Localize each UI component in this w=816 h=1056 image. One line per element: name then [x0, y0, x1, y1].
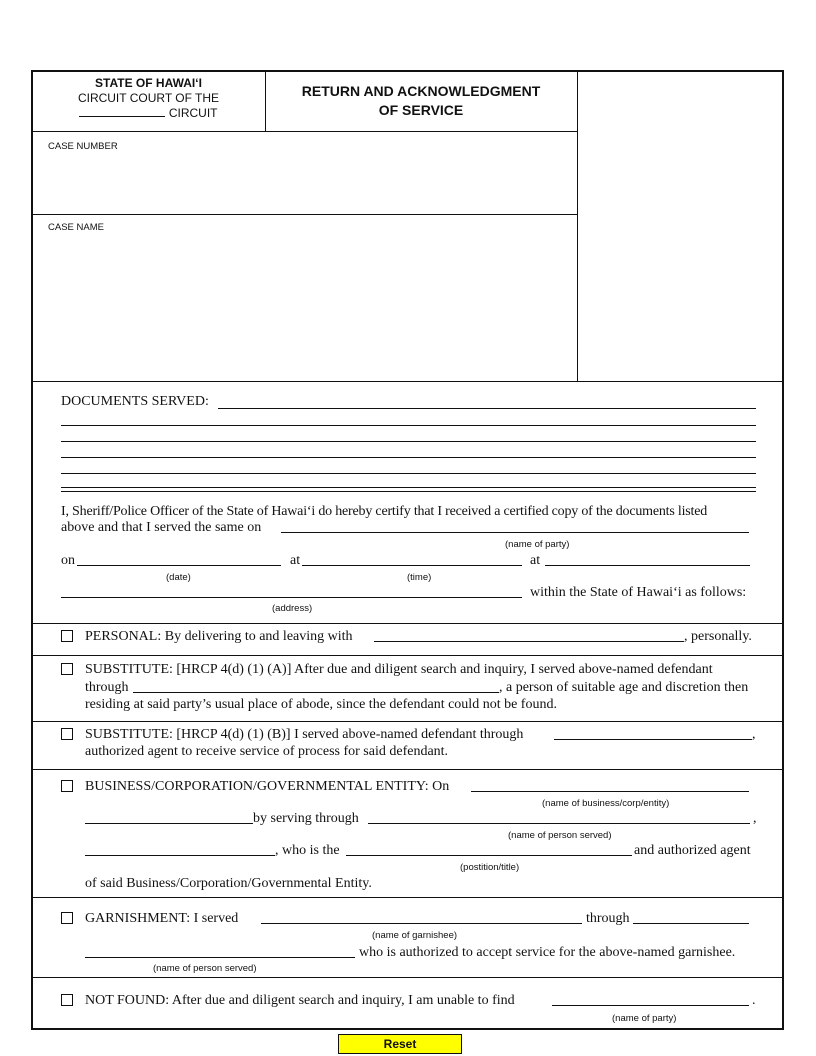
- substitute-a-through: through: [85, 680, 129, 695]
- at-label-1: at: [290, 553, 301, 568]
- business-title-field[interactable]: [346, 855, 632, 856]
- court-stamp-area: [584, 76, 778, 376]
- served-party-field[interactable]: [281, 532, 749, 533]
- substitute-b-checkbox[interactable]: [61, 728, 73, 740]
- case-number-field[interactable]: [40, 156, 570, 208]
- substitute-b-line-2: authorized agent to receive service of process for said defendant.: [85, 744, 449, 759]
- not-found-party-field[interactable]: [552, 1005, 749, 1006]
- case-name-label: CASE NAME: [48, 222, 104, 233]
- court-line: CIRCUIT COURT OF THE: [77, 91, 220, 105]
- garnishment-through: through: [586, 911, 630, 926]
- documents-line-4[interactable]: [61, 457, 756, 458]
- not-found-party-caption: (name of party): [612, 1013, 677, 1024]
- circuit-blank[interactable]: [79, 106, 165, 117]
- documents-double-rule-top: [61, 487, 756, 488]
- documents-line-1[interactable]: [218, 408, 756, 409]
- court-header: [32, 76, 265, 121]
- rule-not-found-top: [32, 977, 784, 978]
- rule-substitute-b-top: [32, 721, 784, 722]
- title-line-2: OF SERVICE: [378, 102, 464, 118]
- personal-text: PERSONAL: By delivering to and leaving with: [85, 629, 353, 644]
- garnishment-person-caption: (name of person served): [153, 963, 257, 974]
- certify-line-1: I, Sheriff/Police Officer of the State of Hawai‘i do hereby certify that I received a certified copy of the documents listed: [61, 504, 708, 519]
- business-agent-field[interactable]: [85, 855, 275, 856]
- personal-suffix: , personally.: [684, 629, 752, 644]
- not-found-period: .: [752, 993, 756, 1008]
- time-field[interactable]: [302, 565, 522, 566]
- address-field[interactable]: [61, 597, 522, 598]
- within-state-text: within the State of Hawai‘i as follows:: [530, 585, 747, 600]
- business-line-1: BUSINESS/CORPORATION/GOVERNMENTAL ENTITY: On: [85, 779, 450, 794]
- business-by-serving: by serving through: [253, 811, 359, 826]
- substitute-b-agent-field[interactable]: [554, 739, 752, 740]
- substitute-a-person-field[interactable]: [133, 692, 499, 693]
- rule-garnishment-top: [32, 897, 784, 898]
- reset-button[interactable]: Reset: [338, 1034, 462, 1054]
- substitute-b-comma: ,: [752, 727, 756, 742]
- not-found-checkbox[interactable]: [61, 994, 73, 1006]
- garnishment-checkbox[interactable]: [61, 912, 73, 924]
- business-date-field[interactable]: [85, 823, 253, 824]
- date-caption: (date): [166, 572, 191, 583]
- not-found-text: NOT FOUND: After due and diligent search and inquiry, I am unable to find: [85, 993, 515, 1008]
- garnishee-caption: (name of garnishee): [372, 930, 458, 941]
- circuit-line: [32, 106, 265, 121]
- circuit-label: CIRCUIT: [168, 106, 218, 120]
- documents-served-label: DOCUMENTS SERVED:: [61, 394, 209, 409]
- substitute-b-line-1: SUBSTITUTE: [HRCP 4(d) (1) (B)] I served above-named defendant through: [85, 727, 524, 742]
- substitute-a-checkbox[interactable]: [61, 663, 73, 675]
- substitute-a-line-2-suffix: , a person of suitable age and discretion then: [499, 680, 749, 695]
- business-who-is-the: , who is the: [275, 843, 340, 858]
- garnishment-through-field[interactable]: [633, 923, 749, 924]
- business-person-field[interactable]: [368, 823, 750, 824]
- business-comma: ,: [753, 811, 757, 826]
- case-section-bottom-rule: [32, 381, 784, 382]
- case-number-label: CASE NUMBER: [48, 141, 118, 152]
- garnishment-person-field[interactable]: [85, 957, 355, 958]
- address-caption: (address): [272, 603, 313, 614]
- business-entity-field[interactable]: [471, 791, 749, 792]
- rule-business-top: [32, 769, 784, 770]
- substitute-a-line-3: residing at said party’s usual place of abode, since the defendant could not be found.: [85, 697, 557, 712]
- certify-line-2: above and that I served the same on: [61, 520, 262, 535]
- right-column-divider: [577, 71, 578, 382]
- business-person-caption: (name of person served): [508, 830, 612, 841]
- date-field[interactable]: [77, 565, 281, 566]
- rule-personal-top: [32, 623, 784, 624]
- documents-line-3[interactable]: [61, 441, 756, 442]
- documents-double-rule-bottom: [61, 491, 756, 492]
- rule-substitute-a-top: [32, 655, 784, 656]
- title-line-1: RETURN AND ACKNOWLEDGMENT: [301, 83, 541, 99]
- location-field[interactable]: [545, 565, 750, 566]
- business-title-caption: (postition/title): [460, 862, 520, 873]
- documents-line-2[interactable]: [61, 425, 756, 426]
- garnishment-line-2-suffix: who is authorized to accept service for the above-named garnishee.: [359, 945, 736, 960]
- state-name: STATE OF HAWAI‘I: [95, 76, 202, 90]
- business-line-4: of said Business/Corporation/Governmental Entity.: [85, 876, 372, 891]
- substitute-a-line-1: SUBSTITUTE: [HRCP 4(d) (1) (A)] After due and diligent search and inquiry, I served above-named defendant: [85, 662, 713, 677]
- personal-name-field[interactable]: [374, 641, 684, 642]
- business-entity-caption: (name of business/corp/entity): [542, 798, 670, 809]
- name-of-party-caption: (name of party): [505, 539, 570, 550]
- at-label-2: at: [530, 553, 541, 568]
- time-caption: (time): [407, 572, 432, 583]
- case-name-field[interactable]: [40, 237, 570, 375]
- documents-line-5[interactable]: [61, 473, 756, 474]
- on-label: on: [61, 553, 75, 568]
- header-bottom-rule: [32, 131, 577, 132]
- garnishee-field[interactable]: [261, 923, 582, 924]
- garnishment-line-1: GARNISHMENT: I served: [85, 911, 239, 926]
- form-title: [265, 82, 577, 120]
- personal-checkbox[interactable]: [61, 630, 73, 642]
- business-checkbox[interactable]: [61, 780, 73, 792]
- case-number-bottom-rule: [32, 214, 577, 215]
- business-authorized-agent: and authorized agent: [634, 843, 751, 858]
